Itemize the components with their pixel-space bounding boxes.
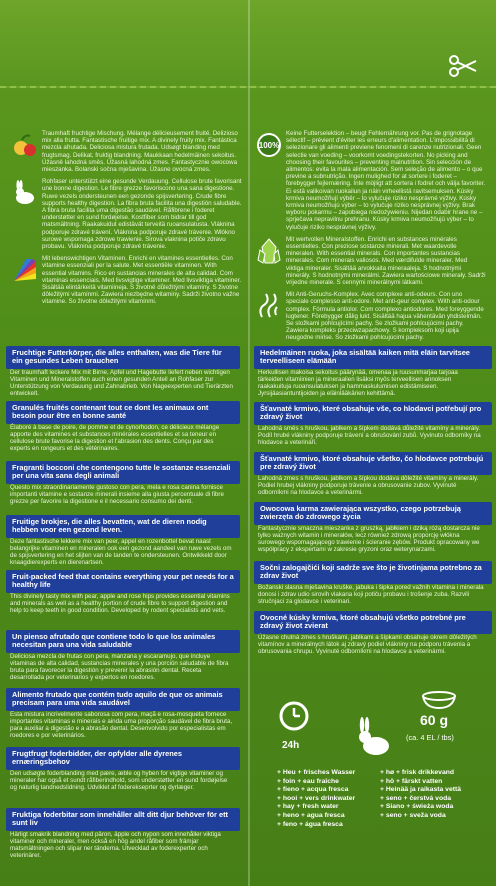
section-title-da: Frugtfrugt foderbidder, der opfylder alle dyrenes ernæringsbehov — [6, 747, 240, 770]
section-title-sk2: Ovocné kúsky krmiva, ktoré obsahujú všetko potrebné pre zdravý život zvierat — [254, 611, 492, 634]
section-body-da: Den udsøgte foderblanding med pære, æble og hyben for vigtige vitaminer og mineraler har også et sundt råfiberindhold, som understøtter en sund fordøjelse og naturlig tandnedslidning. Udviklet af foderekseprter og dyrlæger. — [10, 770, 228, 792]
right-feature-list — [256, 130, 486, 347]
feeding-item: + feno + água fresca — [277, 820, 343, 828]
fruit-icon — [12, 132, 38, 158]
rabbit-silhouette-icon — [354, 716, 392, 756]
mineral-crystal-icon — [256, 238, 282, 264]
feature-text: Mit Anti-Geruchs-Komplex. Avec complexe anti-odeurs. Con uno speciale complesso anti-odore. Met anti-geur complex. With anti-odour complex. Fórmula antiolor. Com complexo antiodores. Med foreyggende lugtener. Förebygger dålig lukt. Sisältää hajua vähentävän yhdistelmän. Se složkami pohlcujícími pachy. Se zložkami pohlcujúcimi pachy. Zawiera kompleks przeciwzapachowy. S kompleksom koji upija neugodne mirise. So zložkami pohlcujúcimi pachy. — [286, 291, 484, 342]
section-body-cs: Lahodná směs s hruškou, jablkem a šípkem dodává důležité vitamíny a minerály. Podíl hrubé vlákniny podporuje trávení a obrušování zubů. Vyvinuto odborníky na hlodavce a veterináři. — [258, 425, 481, 447]
feature-minerals — [256, 236, 486, 286]
section-title-cs: Šťavnaté krmivo, které obsahuje vše, co hlodavci potřebují pro zdravý život — [254, 402, 492, 425]
section-title-pt: Alimento frutado que contém tudo aquilo de que os animais precisam para uma vida saudável — [6, 688, 240, 711]
section-body-nl: Deze fantastische lekkere mix van peer, appel en rozenbottel bevat naast belangrijke vitaminen en mineralen ook een gezond aandeel van ruwe vezels om de spijsvertering en het slijten van de tanden te ondersteunen. Ontwikkeld door knaagdierexperts en dierenartsen. — [10, 538, 232, 567]
feeding-item: + hö + färskt vatten — [380, 777, 443, 785]
feature-text: Traumhaft fruchtige Mischung. Mélange délicieusement fruité. Delizioso mix alla frutta. Fantastische fruitige mix. A divinely fruity mix. Fantástica mezcla afrutada. Deliciosa mistura frutada. Udsøgt blanding med frugtsmag. Delikat, fruktig blandning. Maukkaan hedelmäinen sekoitus. Úžasně lahodná směs. Úžasná lahodná zmes. Fantastycznie owocowa mieszanka. Bolanski sočna mješavina. Úžasne ovocná zmes. — [42, 130, 238, 174]
feeding-item: + seno + sveža voda — [380, 811, 446, 819]
feature-text: Keine Futterselektion – beugt Fehlernährung vor. Pas de grignotage sélectif – prévient d'éviter les erreurs d'alimentation. L'impossibilità di selezionare gli alimenti previene fenomeni di carenze nutrizionali. Geen selectie van voeding – voorkomt voedingstekorten. No picking and choosing their favourites – preventing malnutrition. Sin selección de alimentos: evita la mala alimentación. Sem seleção de alimento – o que previne a subnutrição. Ingen mulighed for at sortere i foderet – forebygger fejlernæring. Inte möjligt att sortera i fodret och välja favoriter. Ei estä valikoivan ruokailun ja näin virheellistä ravitsemuksen. Kúsky krmiva neumožňují výběr – to vylučuje riziko nesprávné výživy. Kúsky krmiva neumožňujú výber – to vylučuje riziko nesprávnej výživy. Brak wyboru pokarmu – zapobiega niedożywieniu. Nijedan odabir hrane ne – sprječava nepravilnu prehranu. Kúsky krmiva neumožňujú výber – to vylučuje riziko nesprávnej výživy. — [286, 130, 486, 231]
section-title-fr: Granulés fruités contenant tout ce dont les animaux ont besoin pour être en bonne santé — [6, 401, 240, 424]
feeding-item: + hooi + vers drinkwater — [277, 794, 356, 802]
feature-fruit — [12, 130, 242, 173]
section-body-it: Questo mix straordinariamente gustoso con pera, mela e rosa canina fornisce importanti vitamine e sostanze minerali insieme alla giusta percentuale di fibre grezze per favorire la digestione e il necessario consumo dei denti. — [10, 484, 224, 506]
feeding-item: + seno + čerstvá voda — [380, 794, 452, 802]
section-body-sk2: Úžasne chutná zmes s hruškami, jablkami a šípkami obsahuje okrem dôležitých vitamínov a minerálnych látok aj zdravý podiel vlákniny na podporu trávenia a obrusovania chrupu. Vyvinuté odborníkmi na hlodavce a veterinármi. — [258, 634, 477, 656]
left-feature-list — [12, 130, 242, 311]
section-body-fi: Herkullisen makoisa sekoitus päärynää, omenaa ja ruusunmarjaa tarjoaa tärkeiden vitamiinien ja mineraalien lisäksi myös terveellisen annoksen raakakuituja ruoansulatuksen ja hammaskulumisen edistämiseen. Jyrsijäasiantuntijoiden ja eläinlääkärien kehittämä. — [258, 369, 458, 398]
section-body-pt: Esta mistura incrivelmente saborosa com pera, maçã e rosa-mosqueta fornece importantes vitaminas e minerais e ainda uma proporção saudável de fibra bruta, para auxiliar a digestão e a abrasão dental. Desenvolvido por especialistas em roedores e por veterinários. — [10, 711, 233, 740]
section-body-hr: Božanski slasna mješavina kruške, jabuka i šipka pored važnih vitamina i minerala donosi i zdrav udio sirovih vlakana koji potiču probavu i trošenje zuba. Razvili stručnjaci za glodavce i veterinari. — [258, 584, 484, 606]
feature-fibre — [12, 178, 242, 250]
section-body-sk: Lahodná zmes s hruškou, jablkom a šípkou dodáva dôležité vitamíny a minerály. Podiel hrubej vlákniny podporuje trávenie a obrusovanie zubov. Vyvinuté odborníkmi na hlodavce a veterinármi. — [258, 475, 479, 497]
feeding-item: + Siano + świeża woda — [380, 803, 454, 811]
food-bowl-icon — [420, 690, 458, 710]
section-title-hr: Sočni zalogajčići koji sadrže sve što je životinjama potrebno za zdrav život — [254, 561, 492, 584]
odour-control-icon — [256, 293, 282, 319]
section-title-en: Fruit-packed feed that contains everything your pet needs for a healthy life — [6, 570, 240, 593]
section-title-pl: Owocowa karma zawierająca wszystko, czego potrzebują zwierzęta do zdrowego życia — [254, 502, 492, 525]
feeding-interval: 24h — [282, 740, 300, 751]
feeding-item: + hø + frisk drikkevand — [380, 769, 455, 776]
feeding-item: + Heu + frisches Wasser — [277, 769, 356, 776]
feeding-item: + heno + agua fresca — [277, 811, 345, 819]
section-title-nl: Fruitige brokjes, die alles bevatten, wat de dieren nodig hebben voor een gezond leven. — [6, 515, 240, 538]
feeding-amount: 60 g — [420, 712, 449, 728]
feature-vitamins — [12, 255, 242, 305]
section-title-de: Fruchtige Futterkörper, die alles enthalten, was die Tiere für ein gesundes Leben brauchen — [6, 346, 240, 369]
section-title-it: Fragranti bocconi che contengono tutte le sostanze essenziali per una vita sana degli animali — [6, 461, 240, 484]
100-percent-icon — [256, 132, 282, 158]
feeding-list-right — [380, 769, 488, 821]
clock-icon — [278, 700, 310, 732]
feature-text: Mit lebenswichtigen Vitaminen. Enrichi en vitamines essentielles. Con vitamine essenziali per la salute. Met essentiële vitaminen. With essential vitamins. Rico en sustancias minerales de alta calidad. Com vitaminas essenciais. Med livsvigtige vitaminer. Med livsviktiga vitaminer. Sisältää elintärkeitä vitamiineja. S životně důležitými vitamíny. S životne dôležitými vitamínmi. Zawiera niezbędne witaminy. Sadrži životno važne vitamine. So životne dôležitými vitamínmi. — [42, 255, 242, 306]
feature-text: Rohfaser unterstützt eine gesunde Verdauung. Cellulose brute favorisant une bonne digestion. Le fibre grezze favoriscono una sana digestione. Ruwe vezels ondersteunen een gezonde spijsvertering. Crude fibre supports healthy digestion. La fibra bruta facilita una digestión saludable. A fibra bruta facilita uma digestão saudável. Råfibrene i foderet understøtter en sund fordøjelse. Kostfiber som bidrar till god matsmältning. Raakakuidut edistävät terveitä ruoansulatusta. Vláknina podporuje zdravé trávení. Vláknina podporuje zdravé trávenie. Włókno surowe wspomaga zdrowe trawienie. Sirova vlaknina potiče zdravu probavu. Vláknina podporuje zdravé trávenie. — [42, 178, 242, 251]
scissors-icon — [448, 55, 478, 77]
section-title-fi: Hedelmäinen ruoka, joka sisältää kaiken mitä eläin tarvitsee terveelliseen elämään — [254, 346, 492, 369]
vitamin-fan-icon — [12, 257, 38, 283]
section-title-sk: Šťavnaté krmivo, ktoré obsahuje všetko, čo hlodavce potrebujú pre zdravý život — [254, 452, 492, 475]
percent-badge: 100% — [258, 141, 280, 150]
feeding-item: + fieno + acqua fresca — [277, 786, 349, 794]
feeding-item: + Heinää ja raikasta vettä — [380, 786, 462, 794]
feeding-item: + hay + fresh water — [277, 803, 339, 811]
rabbit-icon — [12, 180, 38, 206]
feature-no-selection — [256, 130, 486, 231]
section-body-sv: Härligt smakrik blandning med päron, äpple och nypon som innehåller viktiga vitaminer och mineraler, men också en hög andel råfiber som främjar matsmältningen och slipar ner tänderna. Utvecklad av foderexperter och veterinärer. — [10, 831, 221, 860]
section-body-fr: Élaboré à base de poire, de pomme et de cynorhodon, ce délicieux mélange apporte des vitamines et substances minérales essentielles et sa teneur en cellulose brute favorise la digestion et l'abrasion des dents. Conçu par des experts en rongeurs et des vétérinaires. — [10, 424, 220, 453]
feeding-list-left — [277, 769, 377, 829]
section-title-sv: Fruktiga foderbitar som innehåller allt ditt djur behöver för ett sunt liv — [6, 808, 240, 831]
section-body-pl: Fantastycznie smaczna mieszanka z gruszką, jabłkiem i dziką różą dostarcza nie tylko ważnych witamin i minerałów, lecz również zdrową proporcję włókna surowego wspomagającego trawienie i ścieranie zębów. Produkt opracowany we współpracy z ekspertami w zakresie gryzoni oraz weterynarzami. — [258, 525, 480, 554]
section-body-de: Der traumhaft leckere Mix mit Birne, Apfel und Hagebutte liefert neben wichtigen Vitaminen und Mineralstoffen auch einen gesunden Anteil an Rohfaser zur Unterstützung von Verdauung und Zahnabrieb. Von Nageexperten und Tierärzten entwickelt. — [10, 369, 233, 398]
section-body-es: Deliciosa mezcla de frutas con pera, manzana y escaramujo, que incluye vitaminas de alta calidad, sustancias minerales y una porción saludable de fibra bruta para favorecer la digestión y prevenir la abrasión dental. Receta desarrollada por veterinarios y expertos en roedores. — [10, 653, 229, 682]
feature-text: Mit wertvollen Mineralstoffen. Enrichi en substances minérales essentielles. Con preziose sostanze minerali. Met waardevolle mineralen. With essential minerals. Con importantes sustancias minerales. Com minerais valiosos. Med værdifulde mineraler. Med viktiga mineraler. Sisältää arvokkaita mineraaleja. S hodnotnými minerály. S hodnotnými minerálmi. Zawiera wartościowe minerały. Sadrži vrijedne minerale. S cennými minerálnymi látkami. — [286, 235, 486, 287]
section-body-en: This divinely tasty mix with pear, apple and rose hips provides essential vitamins and minerals as well as a healthy portion of crude fibre to support digestion and help to keep teeth in good condition. Developed by rodent specialists and vets. — [10, 593, 230, 615]
feeding-item: + foin + eau fraîche — [277, 777, 339, 785]
feeding-amount-detail: (ca. 4 EL / tbs) — [406, 733, 454, 742]
feature-anti-odour — [256, 291, 486, 341]
section-title-es: Un pienso afrutado que contiene todo lo que los animales necesitan para una vida saludable — [6, 630, 240, 653]
center-seam — [248, 0, 250, 886]
